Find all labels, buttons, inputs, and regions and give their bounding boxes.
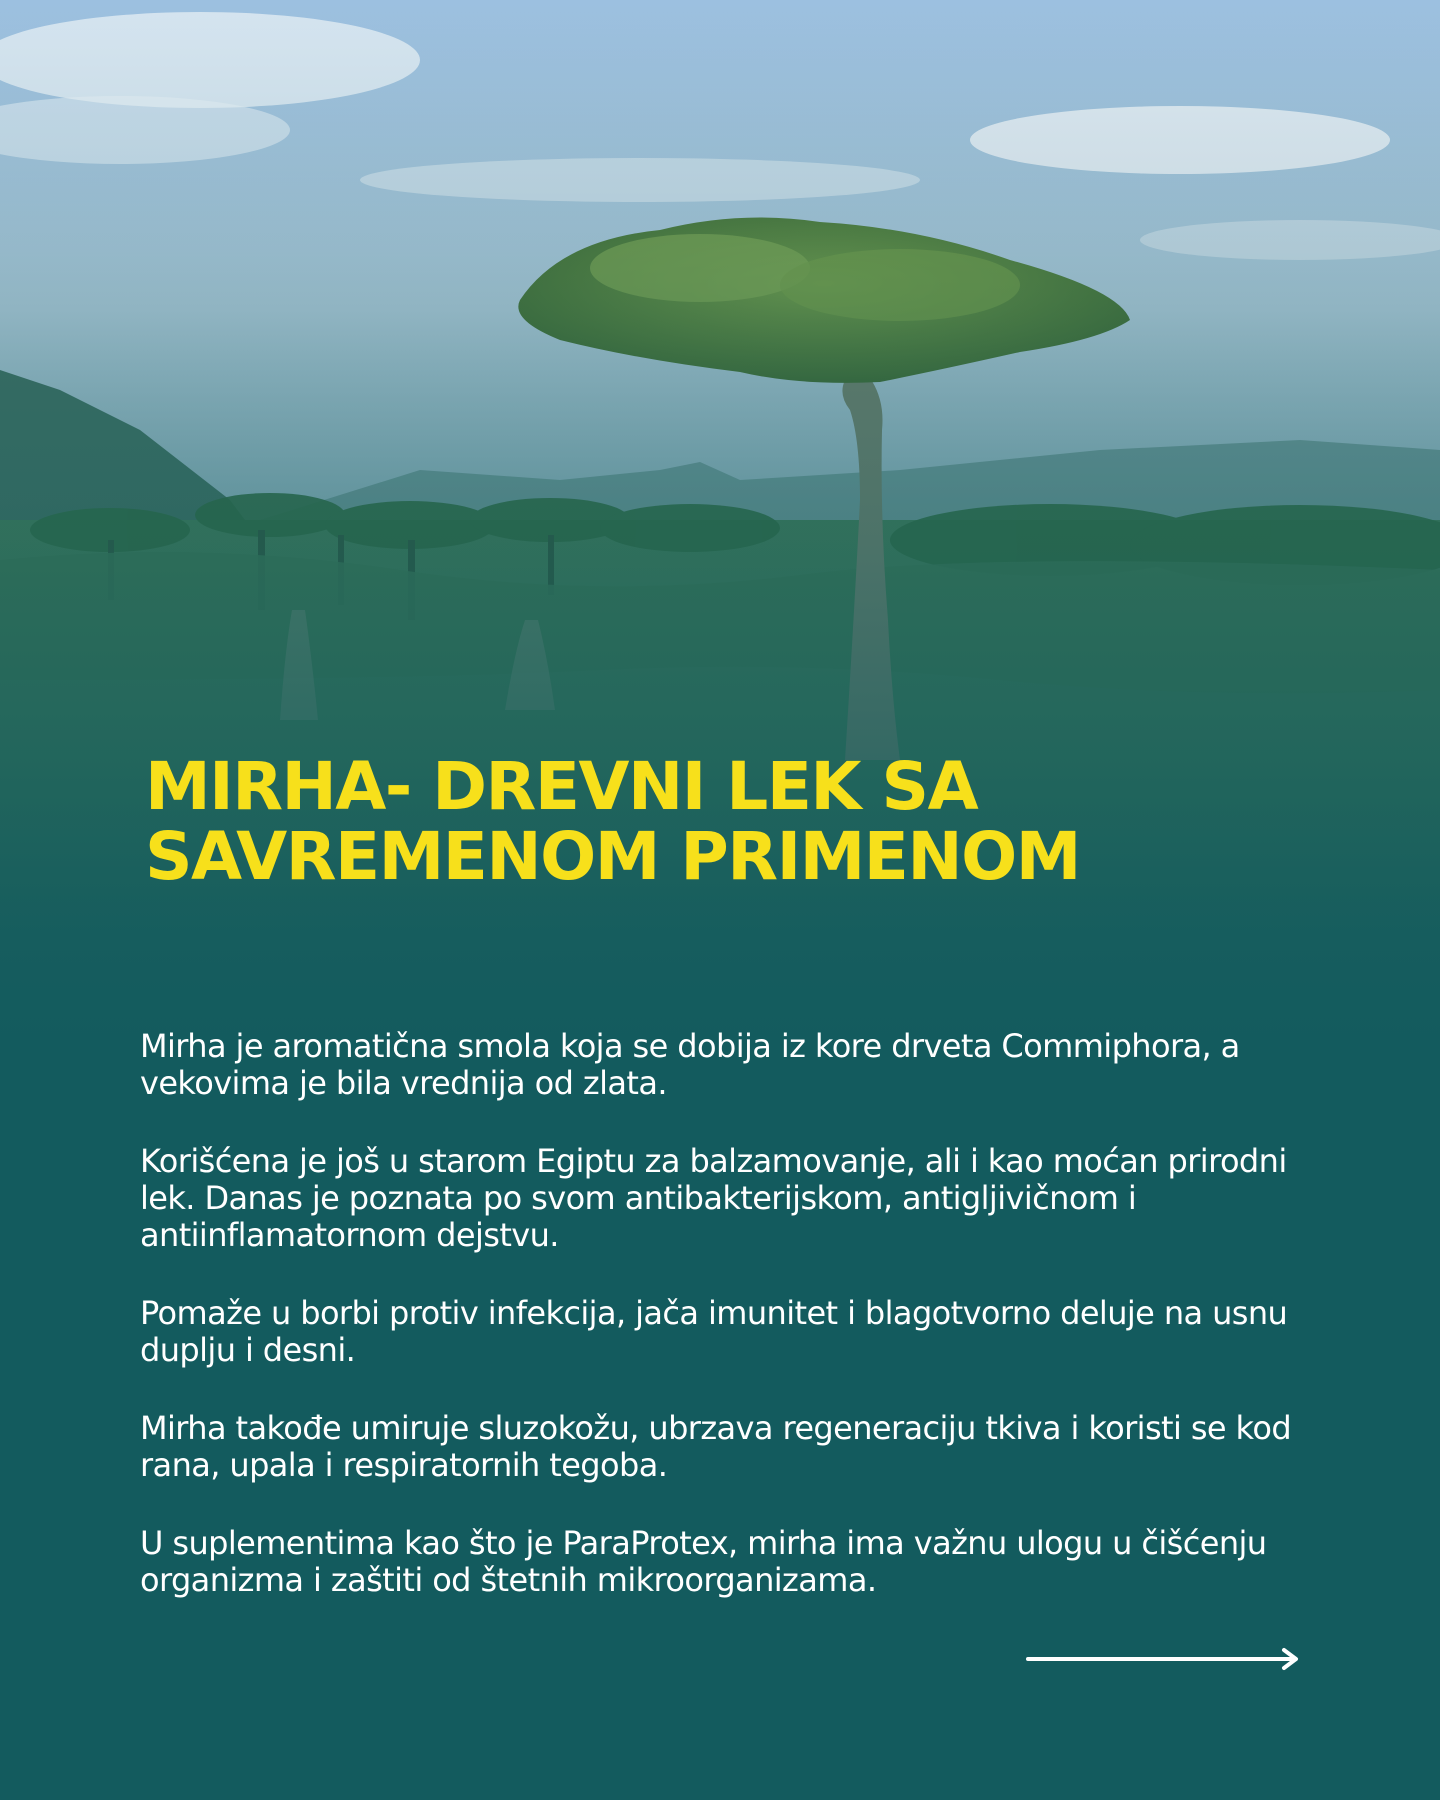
paragraph-3: Pomaže u borbi protiv infekcija, jača imunitet i blagotvorno deluje na usnu duplju i desni. (140, 1294, 1288, 1369)
page-title: MIRHA- DREVNI LEK SA SAVREMENOM PRIMENOM (145, 748, 1080, 895)
arrow-right-icon (1026, 1646, 1300, 1672)
paragraph-2: Korišćena je još u starom Egiptu za balzamovanje, ali i kao moćan prirodni lek. Danas je poznata po svom antibakterijskom, antigljivičnom i antiinflamatornom dejstvu. (140, 1142, 1287, 1254)
paragraph-5: U suplementima kao što je ParaProtex, mirha ima važnu ulogu u čišćenju organizma i zaštiti od štetnih mikroorganizama. (140, 1524, 1267, 1599)
next-button[interactable] (1026, 1646, 1300, 1672)
paragraph-1: Mirha je aromatična smola koja se dobija iz kore drveta Commiphora, a vekovima je bila vrednija od zlata. (140, 1027, 1240, 1102)
paragraph-4: Mirha takođe umiruje sluzokožu, ubrzava regeneraciju tkiva i koristi se kod rana, upala i respiratornih tegoba. (140, 1409, 1292, 1484)
body-text (140, 1028, 1320, 1640)
